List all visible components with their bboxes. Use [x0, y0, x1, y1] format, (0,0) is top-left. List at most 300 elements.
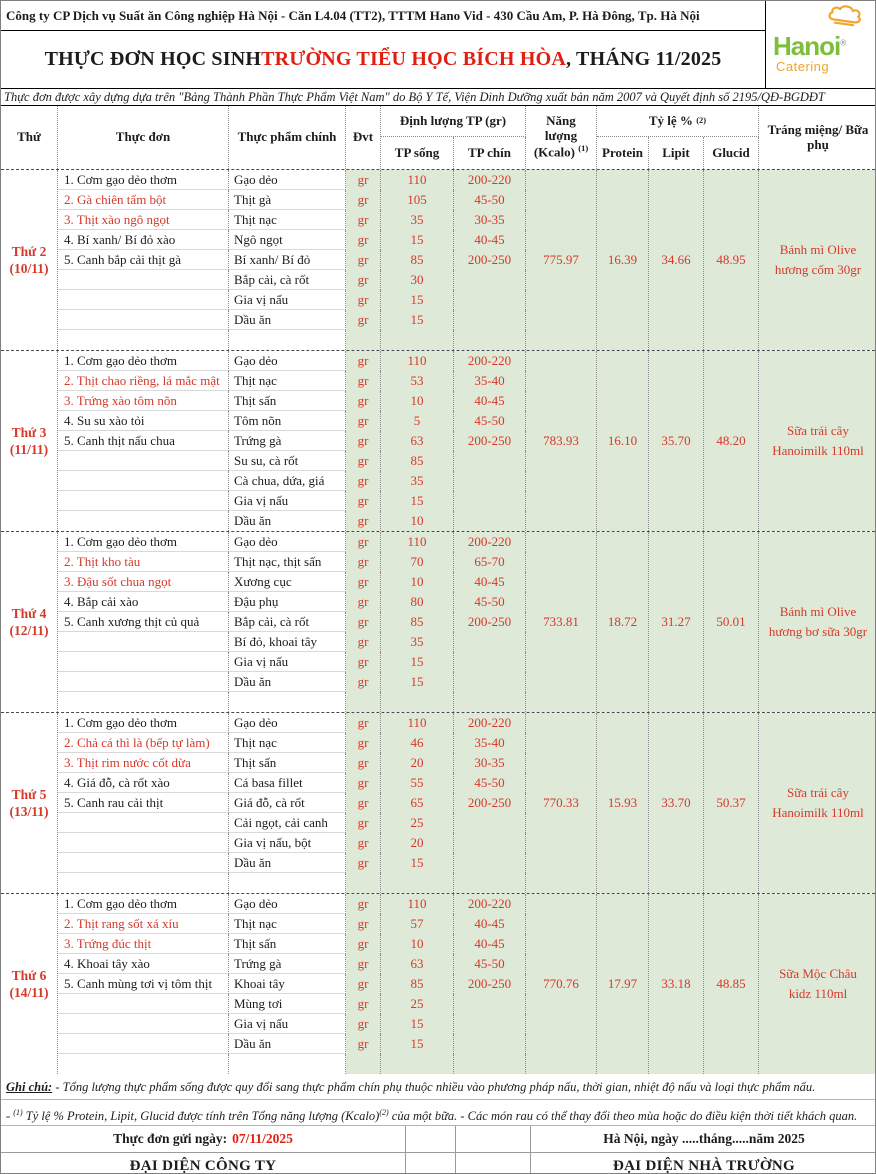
cooked-qty-cell: 200-250: [454, 431, 526, 451]
empty-cell: [406, 1153, 456, 1174]
unit-cell: gr: [346, 934, 381, 954]
menu-item: [58, 310, 229, 330]
raw-qty-cell: 110: [381, 713, 454, 733]
ingredient-cell: Thịt nạc: [229, 914, 346, 934]
raw-qty-cell: 10: [381, 391, 454, 411]
unit-cell: gr: [346, 592, 381, 612]
protein-value: 16.10: [597, 351, 649, 531]
cooked-qty-cell: [454, 652, 526, 672]
menu-item: [58, 813, 229, 833]
col-header-quantity-group: Định lượng TP (gr): [381, 106, 526, 137]
menu-item: [58, 1014, 229, 1034]
cooked-qty-cell: 45-50: [454, 592, 526, 612]
unit-cell: gr: [346, 733, 381, 753]
cooked-qty-cell: 200-250: [454, 250, 526, 270]
cooked-qty-cell: 40-45: [454, 572, 526, 592]
ingredient-cell: [229, 330, 346, 350]
unit-cell: gr: [346, 994, 381, 1014]
unit-cell: gr: [346, 954, 381, 974]
cooked-qty-cell: 200-250: [454, 974, 526, 994]
cooked-qty-cell: 40-45: [454, 934, 526, 954]
lipit-value: 33.70: [649, 713, 704, 893]
menu-item: 5. Canh bắp cải thịt gà: [58, 250, 229, 270]
unit-cell: gr: [346, 230, 381, 250]
ingredient-cell: Bắp cải, cà rốt: [229, 612, 346, 632]
menu-item: 4. Khoai tây xào: [58, 954, 229, 974]
unit-cell: gr: [346, 411, 381, 431]
unit-cell: gr: [346, 894, 381, 914]
menu-item: 1. Cơm gạo dẻo thơm: [58, 532, 229, 552]
raw-qty-cell: 57: [381, 914, 454, 934]
cooked-qty-cell: [454, 330, 526, 350]
dessert-cell: Sữa trái cây Hanoimilk 110ml: [759, 713, 876, 893]
ingredient-cell: Thịt sấn: [229, 934, 346, 954]
unit-cell: [346, 692, 381, 712]
raw-qty-cell: 20: [381, 753, 454, 773]
cooked-qty-cell: 200-220: [454, 170, 526, 190]
unit-cell: gr: [346, 250, 381, 270]
ingredient-cell: [229, 692, 346, 712]
glucid-value: 50.37: [704, 713, 759, 893]
unit-cell: gr: [346, 974, 381, 994]
raw-qty-cell: 53: [381, 371, 454, 391]
cooked-qty-cell: 200-250: [454, 793, 526, 813]
unit-cell: [346, 873, 381, 893]
day-date: (14/11): [9, 984, 49, 1000]
raw-qty-cell: 35: [381, 471, 454, 491]
day-date: (11/11): [9, 441, 49, 457]
ingredient-cell: Gia vị nấu, bột: [229, 833, 346, 853]
cooked-qty-cell: 200-220: [454, 351, 526, 371]
day-label: [1, 351, 58, 531]
ingredient-cell: Thịt gà: [229, 190, 346, 210]
menu-item: [58, 270, 229, 290]
raw-qty-cell: [381, 1054, 454, 1074]
cooked-qty-cell: [454, 853, 526, 873]
menu-item: 5. Canh mùng tơi vị tôm thịt: [58, 974, 229, 994]
raw-qty-cell: 85: [381, 974, 454, 994]
cooked-qty-cell: 40-45: [454, 914, 526, 934]
ingredient-cell: Dầu ăn: [229, 672, 346, 692]
col-header-protein: Protein: [597, 137, 649, 169]
menu-item: 2. Gà chiên tẩm bột: [58, 190, 229, 210]
cooked-qty-cell: 200-220: [454, 894, 526, 914]
energy-value: 783.93: [526, 351, 597, 531]
unit-cell: gr: [346, 270, 381, 290]
dessert-cell: Sữa trái cây Hanoimilk 110ml: [759, 351, 876, 531]
unit-cell: gr: [346, 813, 381, 833]
raw-qty-cell: 10: [381, 511, 454, 531]
menu-item: 5. Canh rau cải thịt: [58, 793, 229, 813]
unit-cell: gr: [346, 451, 381, 471]
raw-qty-cell: 20: [381, 833, 454, 853]
energy-value: 770.33: [526, 713, 597, 893]
raw-qty-cell: 63: [381, 431, 454, 451]
unit-cell: [346, 330, 381, 350]
school-representative: ĐẠI DIỆN NHÀ TRƯỜNG: [613, 1158, 795, 1174]
raw-qty-cell: 25: [381, 994, 454, 1014]
ingredient-cell: Gạo dẻo: [229, 351, 346, 371]
day-label: [1, 713, 58, 893]
ingredient-cell: Su su, cà rốt: [229, 451, 346, 471]
protein-value: 18.72: [597, 532, 649, 712]
unit-cell: gr: [346, 672, 381, 692]
day-label: [1, 170, 58, 350]
brand-logo: [765, 1, 875, 88]
page-title: [1, 31, 765, 88]
unit-cell: gr: [346, 652, 381, 672]
raw-qty-cell: 25: [381, 813, 454, 833]
raw-qty-cell: 15: [381, 1034, 454, 1054]
day-date: (12/11): [9, 622, 49, 638]
protein-value: 15.93: [597, 713, 649, 893]
protein-value: 17.97: [597, 894, 649, 1074]
menu-item: 3. Thịt xào ngô ngọt: [58, 210, 229, 230]
raw-qty-cell: 85: [381, 451, 454, 471]
raw-qty-cell: 10: [381, 572, 454, 592]
day-label: [1, 532, 58, 712]
energy-value: 770.76: [526, 894, 597, 1074]
raw-qty-cell: 15: [381, 672, 454, 692]
menu-item: 4. Bắp cải xào: [58, 592, 229, 612]
ingredient-cell: Gạo dẻo: [229, 713, 346, 733]
unit-cell: gr: [346, 793, 381, 813]
glucid-value: 50.01: [704, 532, 759, 712]
title-school-name: TRƯỜNG TIỂU HỌC BÍCH HÒA: [261, 48, 566, 70]
cooked-qty-cell: [454, 451, 526, 471]
col-header-ratio-group: Tỷ lệ % (2): [597, 106, 759, 137]
col-header-menu: Thực đơn: [58, 106, 229, 169]
document-header: [1, 1, 875, 89]
raw-qty-cell: 70: [381, 552, 454, 572]
unit-cell: gr: [346, 491, 381, 511]
energy-value: 733.81: [526, 532, 597, 712]
raw-qty-cell: 35: [381, 210, 454, 230]
col-header-lipit: Lipit: [649, 137, 704, 169]
unit-cell: gr: [346, 572, 381, 592]
raw-qty-cell: 15: [381, 1014, 454, 1034]
unit-cell: gr: [346, 351, 381, 371]
unit-cell: gr: [346, 431, 381, 451]
note-line-1: Ghi chú: - Tổng lượng thực phẩm sống được quy đổi sang thực phẩm chín phụ thuộc nhiều vào phương pháp nấu, thời gian, nhiệt độ nấu và loại thực phẩm nấu.: [1, 1074, 875, 1100]
ingredient-cell: Thịt sấn: [229, 391, 346, 411]
menu-item: 3. Trứng đúc thịt: [58, 934, 229, 954]
cooked-qty-cell: 200-250: [454, 612, 526, 632]
ingredient-cell: Dầu ăn: [229, 853, 346, 873]
day-block-5: [1, 893, 875, 1074]
menu-item: 1. Cơm gạo dẻo thơm: [58, 170, 229, 190]
ingredient-cell: Đậu phụ: [229, 592, 346, 612]
unit-cell: gr: [346, 552, 381, 572]
ingredient-cell: Gạo dẻo: [229, 532, 346, 552]
menu-item: [58, 692, 229, 712]
empty-cell: [406, 1126, 456, 1153]
raw-qty-cell: 110: [381, 894, 454, 914]
day-block-1: [1, 169, 875, 350]
col-header-cooked: TP chín: [454, 137, 526, 169]
cooked-qty-cell: 30-35: [454, 210, 526, 230]
col-header-glucid: Glucid: [704, 137, 759, 169]
ingredient-cell: Thịt nạc: [229, 733, 346, 753]
chef-hat-icon: [826, 3, 865, 32]
day-name: Thứ 3: [11, 424, 47, 440]
ingredient-cell: Gia vị nấu: [229, 1014, 346, 1034]
menu-item: [58, 994, 229, 1014]
menu-item: [58, 491, 229, 511]
ingredient-cell: Thịt nạc, thịt sấn: [229, 552, 346, 572]
raw-qty-cell: 63: [381, 954, 454, 974]
registered-mark: ®: [840, 38, 846, 48]
menu-item: 4. Bí xanh/ Bí đỏ xào: [58, 230, 229, 250]
unit-cell: gr: [346, 612, 381, 632]
ingredient-cell: Mùng tơi: [229, 994, 346, 1014]
unit-cell: gr: [346, 914, 381, 934]
ingredient-cell: Bí đỏ, khoai tây: [229, 632, 346, 652]
raw-qty-cell: 85: [381, 612, 454, 632]
cooked-qty-cell: [454, 270, 526, 290]
ingredient-cell: [229, 1054, 346, 1074]
ingredient-cell: Tôm nõn: [229, 411, 346, 431]
note-label: Ghi chú:: [6, 1080, 53, 1094]
unit-cell: gr: [346, 190, 381, 210]
day-name: Thứ 5: [11, 786, 47, 802]
raw-qty-cell: [381, 873, 454, 893]
cooked-qty-cell: 35-40: [454, 733, 526, 753]
ingredient-cell: Giá đỗ, cà rốt: [229, 793, 346, 813]
cooked-qty-cell: [454, 1034, 526, 1054]
raw-qty-cell: 46: [381, 733, 454, 753]
menu-item: [58, 632, 229, 652]
col-header-raw: TP sống: [381, 137, 454, 169]
ingredient-cell: Dầu ăn: [229, 310, 346, 330]
menu-item: [58, 833, 229, 853]
unit-cell: gr: [346, 833, 381, 853]
ingredient-cell: [229, 873, 346, 893]
unit-cell: gr: [346, 753, 381, 773]
raw-qty-cell: 85: [381, 250, 454, 270]
title-prefix: THỰC ĐƠN HỌC SINH: [44, 48, 262, 70]
raw-qty-cell: 110: [381, 532, 454, 552]
day-name: Thứ 4: [11, 605, 47, 621]
raw-qty-cell: 110: [381, 170, 454, 190]
menu-item: 2. Thịt chao riềng, lá mắc mật: [58, 371, 229, 391]
menu-item: [58, 1034, 229, 1054]
menu-item: 2. Chả cá thì là (bếp tự làm): [58, 733, 229, 753]
col-header-dessert: Tráng miệng/ Bữa phụ: [767, 121, 869, 152]
ingredient-cell: Trứng gà: [229, 431, 346, 451]
raw-qty-cell: 5: [381, 411, 454, 431]
col-header-energy: Năng lượng (Kcalo) $^{(1)}$: [526, 106, 597, 169]
protein-value: 16.39: [597, 170, 649, 350]
cooked-qty-cell: [454, 692, 526, 712]
sent-date-value: 07/11/2025: [232, 1131, 293, 1146]
ingredient-cell: Cà chua, dứa, giá: [229, 471, 346, 491]
menu-item: 1. Cơm gạo dẻo thơm: [58, 351, 229, 371]
raw-qty-cell: 15: [381, 491, 454, 511]
note-line-2: - $^{(1)}$ Tỷ lệ % Protein, Lipit, Glucid được tính trên Tổng năng lượng (Kcalo)$^{(2)}$ của một bữa. - Các món rau có thể thay đổi theo mùa hoặc do điều kiện thời tiết khách quan.: [1, 1100, 875, 1126]
cooked-qty-cell: 45-50: [454, 773, 526, 793]
dessert-cell: Bánh mì Olive hương bơ sữa 30gr: [759, 532, 876, 712]
cooked-qty-cell: [454, 471, 526, 491]
menu-item: [58, 853, 229, 873]
table-header: [1, 106, 875, 169]
table-body: [1, 169, 875, 1074]
cooked-qty-cell: [454, 813, 526, 833]
cooked-qty-cell: [454, 511, 526, 531]
raw-qty-cell: 15: [381, 290, 454, 310]
col-header-day: Thứ: [1, 106, 58, 169]
signature-area: [1, 1126, 875, 1174]
ingredient-cell: Cải ngọt, cải canh: [229, 813, 346, 833]
cooked-qty-cell: 200-220: [454, 532, 526, 552]
unit-cell: gr: [346, 290, 381, 310]
ingredient-cell: Xương cục: [229, 572, 346, 592]
unit-cell: gr: [346, 532, 381, 552]
glucid-value: 48.95: [704, 170, 759, 350]
lipit-value: 33.18: [649, 894, 704, 1074]
menu-item: [58, 1054, 229, 1074]
glucid-value: 48.85: [704, 894, 759, 1074]
menu-item: [58, 290, 229, 310]
empty-cell: [456, 1126, 531, 1153]
unit-cell: gr: [346, 371, 381, 391]
menu-item: 2. Thịt kho tàu: [58, 552, 229, 572]
col-header-unit: Đvt: [346, 106, 381, 169]
menu-item: 5. Canh thịt nấu chua: [58, 431, 229, 451]
day-block-3: [1, 531, 875, 712]
menu-item: 3. Đậu sốt chua ngọt: [58, 572, 229, 592]
menu-item: 2. Thịt rang sốt xá xíu: [58, 914, 229, 934]
cooked-qty-cell: 200-220: [454, 713, 526, 733]
menu-item: 4. Su su xào tỏi: [58, 411, 229, 431]
logo-brand-text: Hanoi®: [773, 31, 846, 61]
raw-qty-cell: 10: [381, 934, 454, 954]
menu-item: [58, 873, 229, 893]
dessert-cell: Bánh mì Olive hương cốm 30gr: [759, 170, 876, 350]
menu-item: [58, 511, 229, 531]
day-date: (13/11): [9, 803, 49, 819]
cooked-qty-cell: 40-45: [454, 391, 526, 411]
cooked-qty-cell: [454, 994, 526, 1014]
cooked-qty-cell: [454, 873, 526, 893]
unit-cell: gr: [346, 1014, 381, 1034]
header-left: [1, 1, 765, 88]
cooked-qty-cell: [454, 833, 526, 853]
ingredient-cell: Dầu ăn: [229, 511, 346, 531]
unit-cell: gr: [346, 713, 381, 733]
ingredient-cell: Gạo dẻo: [229, 170, 346, 190]
raw-qty-cell: 65: [381, 793, 454, 813]
ingredient-cell: Thịt sấn: [229, 753, 346, 773]
ingredient-cell: Bắp cải, cà rốt: [229, 270, 346, 290]
cooked-qty-cell: [454, 290, 526, 310]
cooked-qty-cell: [454, 491, 526, 511]
day-name: Thứ 2: [11, 243, 47, 259]
logo-subtext: Catering: [776, 59, 830, 74]
menu-item: 5. Canh xương thịt củ quả: [58, 612, 229, 632]
raw-qty-cell: [381, 330, 454, 350]
menu-item: [58, 672, 229, 692]
place-date-cell: Hà Nội, ngày .....tháng.....năm 2025: [531, 1126, 876, 1153]
day-date: (10/11): [9, 260, 49, 276]
raw-qty-cell: 15: [381, 310, 454, 330]
glucid-value: 48.20: [704, 351, 759, 531]
unit-cell: gr: [346, 391, 381, 411]
company-representative: ĐẠI DIỆN CÔNG TY: [1, 1153, 406, 1174]
company-line: Công ty CP Dịch vụ Suất ăn Công nghiệp Hà Nội - Căn L4.04 (TT2), TTTM Hano Vid - 430 Cầu Am, P. Hà Đông, Tp. Hà Nội: [1, 1, 765, 31]
cooked-qty-cell: [454, 310, 526, 330]
dessert-cell: Sữa Mộc Châu kidz 110ml: [759, 894, 876, 1074]
menu-item: 3. Trứng xào tôm nõn: [58, 391, 229, 411]
unit-cell: gr: [346, 210, 381, 230]
ingredient-cell: Thịt nạc: [229, 210, 346, 230]
cooked-qty-cell: 30-35: [454, 753, 526, 773]
ingredient-cell: Gia vị nấu: [229, 652, 346, 672]
sent-date-cell: Thực đơn gửi ngày: 07/11/2025: [1, 1126, 406, 1153]
day-name: Thứ 6: [11, 967, 47, 983]
raw-qty-cell: 35: [381, 632, 454, 652]
lipit-value: 35.70: [649, 351, 704, 531]
raw-qty-cell: 80: [381, 592, 454, 612]
menu-item: 1. Cơm gạo dẻo thơm: [58, 713, 229, 733]
title-suffix: , THÁNG 11/2025: [565, 48, 722, 70]
menu-item: [58, 652, 229, 672]
energy-value: 775.97: [526, 170, 597, 350]
cooked-qty-cell: [454, 1014, 526, 1034]
unit-cell: gr: [346, 632, 381, 652]
ingredient-cell: Gia vị nấu: [229, 491, 346, 511]
menu-item: 1. Cơm gạo dẻo thơm: [58, 894, 229, 914]
ingredient-cell: Cá basa fillet: [229, 773, 346, 793]
ingredient-cell: Khoai tây: [229, 974, 346, 994]
unit-cell: gr: [346, 1034, 381, 1054]
unit-cell: gr: [346, 773, 381, 793]
menu-item: 4. Giá đỗ, cà rốt xào: [58, 773, 229, 793]
raw-qty-cell: 110: [381, 351, 454, 371]
cooked-qty-cell: 65-70: [454, 552, 526, 572]
cooked-qty-cell: 45-50: [454, 190, 526, 210]
lipit-value: 34.66: [649, 170, 704, 350]
cooked-qty-cell: 45-50: [454, 411, 526, 431]
ingredient-cell: Ngô ngọt: [229, 230, 346, 250]
raw-qty-cell: 15: [381, 652, 454, 672]
raw-qty-cell: 105: [381, 190, 454, 210]
cooked-qty-cell: 45-50: [454, 954, 526, 974]
lipit-value: 31.27: [649, 532, 704, 712]
unit-cell: gr: [346, 853, 381, 873]
raw-qty-cell: 30: [381, 270, 454, 290]
day-block-4: [1, 712, 875, 893]
unit-cell: gr: [346, 511, 381, 531]
unit-cell: gr: [346, 471, 381, 491]
empty-cell: [456, 1153, 531, 1174]
raw-qty-cell: 15: [381, 230, 454, 250]
menu-basis-note: Thực đơn được xây dựng dựa trên "Bảng Thành Phần Thực Phẩm Việt Nam" do Bộ Y Tế, Viện Dinh Dưỡng xuất bản năm 2007 và Quyết định số 2195/QĐ-BGDĐT: [1, 89, 875, 106]
ingredient-cell: Gia vị nấu: [229, 290, 346, 310]
day-block-2: [1, 350, 875, 531]
ingredient-cell: Bí xanh/ Bí đỏ: [229, 250, 346, 270]
cooked-qty-cell: 40-45: [454, 230, 526, 250]
ingredient-cell: Gạo dẻo: [229, 894, 346, 914]
day-label: [1, 894, 58, 1074]
cooked-qty-cell: 35-40: [454, 371, 526, 391]
ingredient-cell: Dầu ăn: [229, 1034, 346, 1054]
menu-item: [58, 330, 229, 350]
raw-qty-cell: [381, 692, 454, 712]
unit-cell: gr: [346, 310, 381, 330]
menu-item: [58, 451, 229, 471]
unit-cell: [346, 1054, 381, 1074]
